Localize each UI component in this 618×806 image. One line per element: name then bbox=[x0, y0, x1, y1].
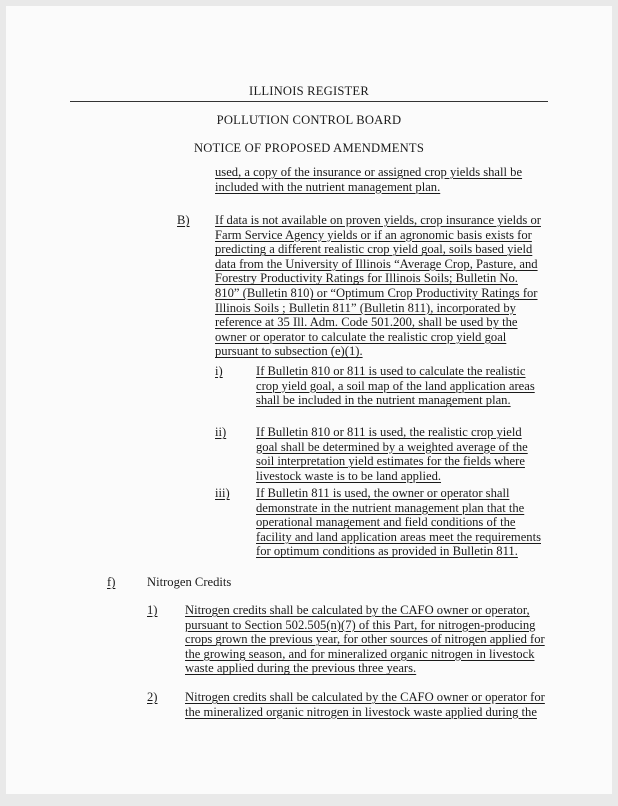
register-title: ILLINOIS REGISTER bbox=[249, 84, 369, 98]
item-b-paragraph: If data is not available on proven yields, crop insurance yields or Farm Service Agency yields or if an agronomic basis exists for predicting a different realistic crop yield goal, soils based yield data from the University of Illinois “Average Crop, Pasture, and Forestry Productivity Ratings for Illinois Soils; Bulletin No. 810” (Bulletin 810) or “Optimum Crop Productivity Ratings for Illinois Soils ; Bulletin 811” (Bulletin 811), incorporated by reference at 35 Ill. Adm. Code 501.200, shall be used by the owner or operator to calculate the realistic crop yield goal pursuant to subsection (e)(1). bbox=[215, 213, 541, 359]
subitem-ii-label: ii) bbox=[215, 425, 227, 439]
item-2-label: 2) bbox=[147, 690, 158, 704]
item-1-paragraph: Nitrogen credits shall be calculated by the CAFO owner or operator, pursuant to Section 502.505(n)(7) of this Part, for nitrogen-producing crops grown the previous year, for other sources of nitrogen applied for the growing season, and for mineralized organic nitrogen in livestock waste applied during the previous three years. bbox=[185, 603, 545, 676]
notice-title: NOTICE OF PROPOSED AMENDMENTS bbox=[193, 141, 425, 155]
agency-title: POLLUTION CONTROL BOARD bbox=[216, 113, 402, 127]
subitem-iii-label: iii) bbox=[215, 486, 230, 500]
item-2-paragraph: Nitrogen credits shall be calculated by the CAFO owner or operator for the mineralized organic nitrogen in livestock waste applied during the bbox=[185, 690, 545, 719]
section-f-title: Nitrogen Credits bbox=[147, 575, 232, 589]
subitem-iii-paragraph: If Bulletin 811 is used, the owner or operator shall demonstrate in the nutrient management plan that the operational management and field conditions of the facility and land application areas meet the requirements for optimum conditions as provided in Bulletin 811. bbox=[256, 486, 541, 559]
header-divider bbox=[70, 101, 548, 102]
continuation-paragraph: used, a copy of the insurance or assigned crop yields shall be included with the nutrient management plan. bbox=[215, 165, 523, 194]
subitem-ii-paragraph: If Bulletin 810 or 811 is used, the realistic crop yield goal shall be determined by a weighted average of the soil interpretation yield estimates for the fields where livestock waste is to be land applied. bbox=[256, 425, 528, 483]
section-f-label: f) bbox=[107, 575, 116, 589]
subitem-i-label: i) bbox=[215, 364, 223, 378]
item-1-label: 1) bbox=[147, 603, 158, 617]
subitem-i-paragraph: If Bulletin 810 or 811 is used to calculate the realistic crop yield goal, a soil map of the land application areas shall be included in the nutrient management plan. bbox=[256, 364, 535, 408]
document-page bbox=[6, 6, 612, 794]
item-b-label: B) bbox=[177, 213, 190, 227]
